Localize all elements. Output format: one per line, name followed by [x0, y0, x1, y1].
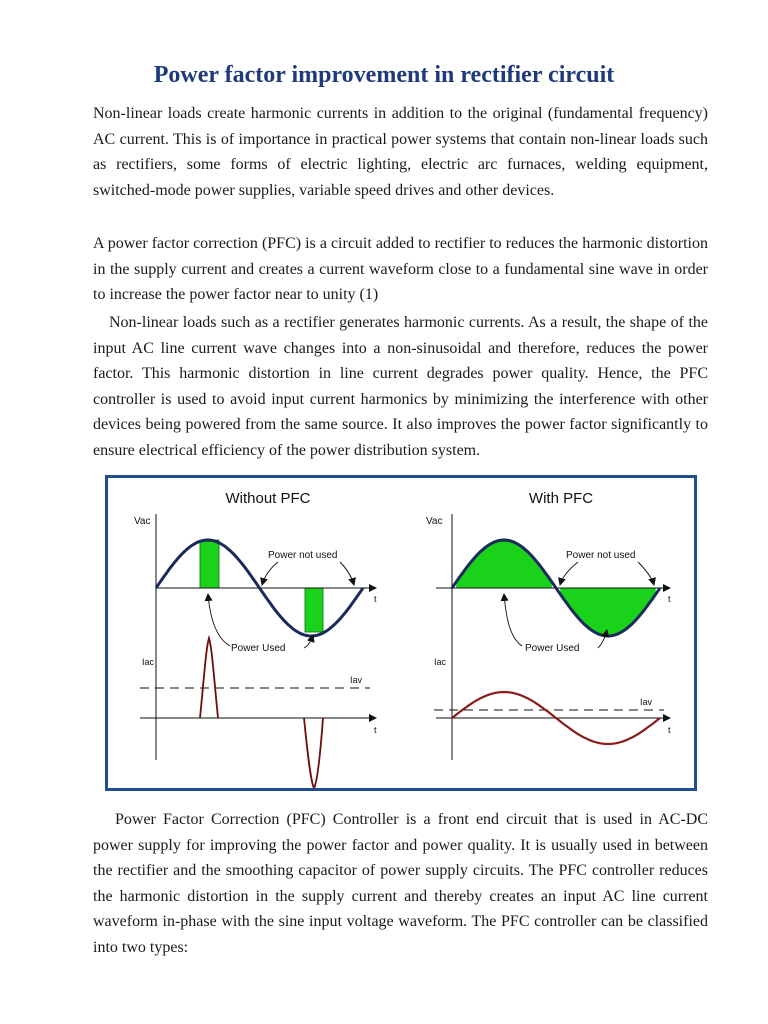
- t-label-left-current: t: [374, 725, 377, 735]
- arrow-used-left-a: [208, 594, 230, 646]
- t-label-right-current: t: [668, 725, 671, 735]
- paragraph-harmonic-distortion: Non-linear loads such as a rectifier generates harmonic currents. As a result, the shape of the input AC line current wave changes into a non-sinusoidal and therefore, reduces the power factor. This harmonic distortion in line current degrades power quality. Hence, the PFC controller is used to avoid input current harmonics by minimizing the interference with other devices being powered from the same source. It also improves the power factor significantly to ensure electrical efficiency of the power distribution system.: [93, 314, 708, 459]
- vac-label-right: Vac: [426, 516, 443, 527]
- paragraph-pfc-definition: A power factor correction (PFC) is a circuit added to rectifier to reduces the harmonic distortion in the supply current and creates a current waveform close to a fundamental sine wave in order to increase the power factor near to unity (1): [93, 235, 708, 303]
- power-not-used-label-right: Power not used: [566, 550, 636, 561]
- power-not-used-label-left: Power not used: [268, 550, 338, 561]
- paragraph-nonlinear-loads: Non-linear loads create harmonic currents in addition to the original (fundamental frequency) AC current. This is of importance in practical power systems that contain non-linear loads such as rectifiers, some forms of electric lighting, electric arc furnaces, welding equipment, switched-mode power supplies, variable speed drives and other devices.: [93, 105, 708, 199]
- arrow-used-right-a: [504, 594, 522, 646]
- current-pulse-positive-left: [200, 638, 218, 718]
- page-title: Power factor improvement in rectifier circuit: [153, 62, 615, 88]
- power-used-label-right: Power Used: [525, 643, 580, 654]
- iac-label-left: Iac: [142, 657, 155, 667]
- panel-title-with-pfc: With PFC: [528, 490, 594, 507]
- power-used-pulse-positive: [200, 540, 219, 588]
- power-used-label-left: Power Used: [231, 643, 286, 654]
- current-pulse-negative-left: [304, 718, 323, 788]
- arrow-not-used-right-a: [560, 562, 578, 585]
- iav-label-left: Iav: [350, 675, 363, 685]
- arrow-not-used-left-b: [340, 562, 354, 585]
- iac-label-right: Iac: [434, 657, 447, 667]
- arrow-not-used-right-b: [638, 562, 654, 585]
- pfc-diagram: [108, 478, 694, 788]
- panel-title-without-pfc: Without PFC: [225, 490, 311, 507]
- vac-label-left: Vac: [134, 516, 151, 527]
- paragraph-pfc-controller: Power Factor Correction (PFC) Controller is a front end circuit that is used in AC-DC power supply for improving the power factor and power quality. It is usually used in between the rectifier and the smoothing capacitor of power supply circuits. The PFC controller reduces the harmonic distortion in the supply current and thereby creates an input AC line current waveform in-phase with the sine input voltage waveform. The PFC controller can be classified into two types:: [93, 811, 708, 956]
- t-label-right-voltage: t: [668, 594, 671, 604]
- pfc-comparison-figure: [105, 475, 697, 791]
- arrow-not-used-left-a: [262, 562, 278, 585]
- t-label-left-voltage: t: [374, 594, 377, 604]
- power-used-pulse-negative: [305, 588, 323, 632]
- iav-label-right: Iav: [640, 697, 653, 707]
